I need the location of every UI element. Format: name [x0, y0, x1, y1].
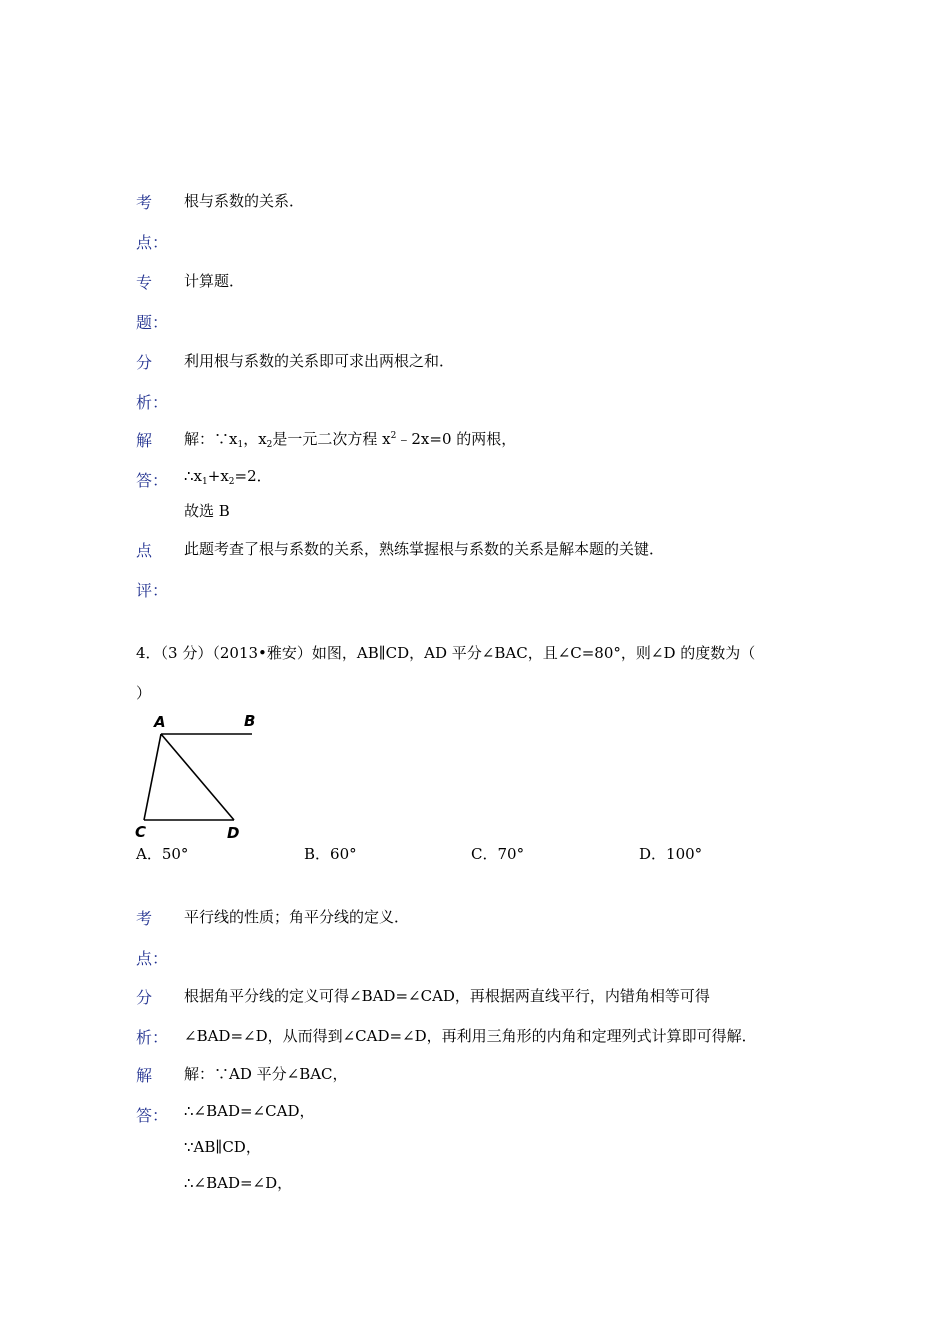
q4-kaodian: 平行线的性质；角平分线的定义．	[184, 908, 410, 926]
label-zhuan: 专	[136, 273, 153, 292]
q4-stem-line2: ）	[136, 684, 152, 702]
label-ti: 题：	[136, 313, 169, 332]
q3-fenxi: 利用根与系数的关系即可求出两根之和．	[184, 352, 455, 370]
label-fen: 分	[136, 353, 153, 372]
label-point-b: B	[244, 712, 256, 730]
label-point-a: A	[154, 713, 166, 731]
q4-stem-line1: 4．（3 分）（2013•雅安）如图，AB∥CD，AD 平分∠BAC，且∠C=80°，则∠D 的度数为（	[136, 644, 756, 662]
label-point-c: C	[135, 823, 147, 841]
q3-jieda-line2: $\therefore x_1+x_2=2$．	[184, 467, 272, 487]
label-point-d: D	[227, 824, 240, 842]
line-ac	[144, 734, 161, 820]
line-ad	[161, 734, 234, 820]
label-dian2: 点	[136, 541, 153, 560]
q3-jieda-line1: 解：$\because x_1$，$x_2$是一元二次方程 $x^2﹣2x=0$ 的两根，	[184, 430, 517, 450]
q4-figure	[128, 708, 268, 843]
label-jie: 解	[136, 431, 153, 450]
q3-kaodian: 根与系数的关系．	[184, 192, 305, 210]
label-fen-4: 分	[136, 988, 153, 1007]
label-xi-4: 析：	[136, 1028, 169, 1047]
q4-jieda-line3: ∵AB∥CD，	[184, 1138, 261, 1156]
q4-option-b: B．60°	[304, 845, 357, 863]
q4-jieda-line2: ∴∠BAD=∠CAD，	[184, 1102, 315, 1120]
q4-jieda-line1: 解：∵AD 平分∠BAC，	[184, 1065, 348, 1083]
q4-option-d: D．100°	[639, 845, 703, 863]
label-da-4: 答：	[136, 1106, 169, 1125]
q4-option-c: C．70°	[471, 845, 525, 863]
label-jie-4: 解	[136, 1066, 153, 1085]
label-dian-4: 点：	[136, 949, 169, 968]
q4-jieda-line4: ∴∠BAD=∠D，	[184, 1174, 293, 1192]
q4-fenxi-line1: 根据角平分线的定义可得∠BAD=∠CAD，再根据两直线平行，内错角相等可得	[184, 987, 710, 1005]
label-xi: 析：	[136, 393, 169, 412]
q3-jieda-line3: 故选 B	[184, 502, 230, 520]
q3-dianping: 此题考查了根与系数的关系，熟练掌握根与系数的关系是解本题的关键．	[184, 540, 665, 558]
label-dian: 点：	[136, 233, 169, 252]
q3-zhuanti: 计算题．	[184, 272, 245, 290]
label-kao: 考	[136, 193, 153, 212]
q4-option-a: A．50°	[136, 845, 189, 863]
label-da: 答：	[136, 471, 169, 490]
label-ping: 评：	[136, 581, 169, 600]
q4-fenxi-line2: ∠BAD=∠D，从而得到∠CAD=∠D，再利用三角形的内角和定理列式计算即可得解．	[184, 1027, 757, 1045]
label-kao-4: 考	[136, 909, 153, 928]
